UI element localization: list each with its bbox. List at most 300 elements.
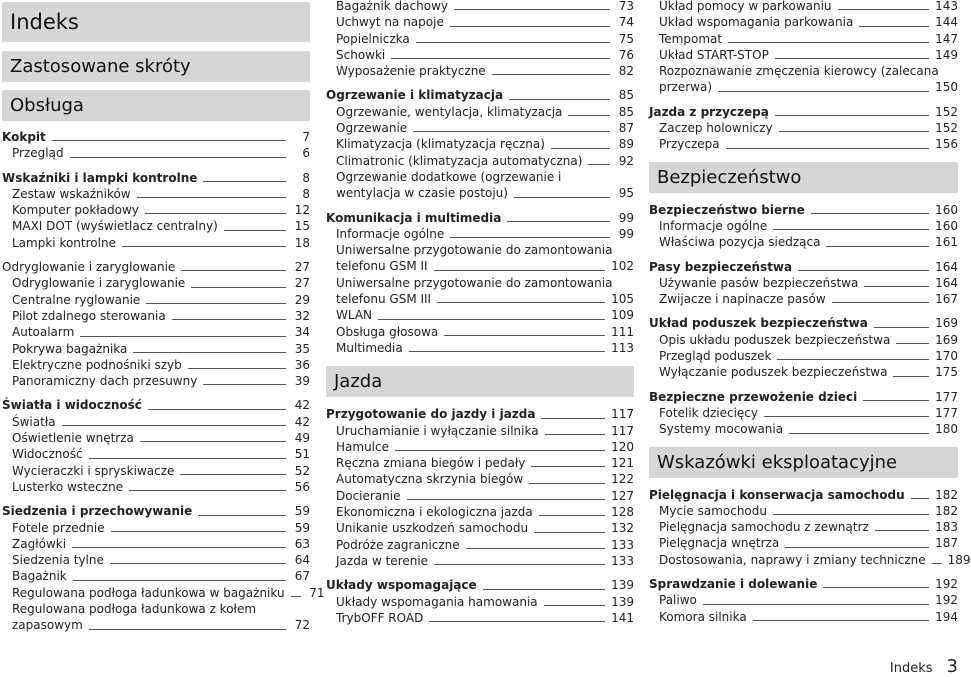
entry-title: Bagażnik dachowy — [336, 0, 448, 13]
index-entry[interactable] — [649, 291, 958, 307]
index-entry[interactable] — [326, 275, 634, 308]
index-group — [326, 87, 634, 201]
leader-line — [864, 286, 929, 287]
entry-title: Pilot zdalnego sterowania — [12, 308, 166, 323]
entry-page: 102 — [611, 259, 634, 274]
group-page: 169 — [935, 316, 958, 331]
index-group — [2, 503, 325, 633]
entry-title: Obsługa głosowa — [336, 324, 439, 339]
leader-line — [534, 532, 605, 533]
entry-page: 192 — [935, 593, 958, 608]
entry-title: Mycie samochodu — [659, 503, 767, 518]
entry-line-2 — [659, 79, 958, 95]
entry-title: Właściwa pozycja siedząca — [659, 235, 821, 250]
group-title-text: Pielęgnacja i konserwacja samochodu — [649, 487, 905, 502]
index-entry[interactable] — [2, 414, 310, 430]
leader-line — [203, 181, 286, 182]
index-entry[interactable] — [326, 153, 634, 169]
leader-line — [416, 42, 610, 43]
entry-page: 143 — [935, 0, 958, 13]
entry-title: Zagłówki — [12, 536, 67, 551]
entry-page: 127 — [611, 488, 634, 503]
entry-page: 109 — [611, 308, 634, 323]
index-entry[interactable] — [326, 0, 634, 14]
index-entry[interactable] — [326, 504, 634, 520]
leader-line — [863, 400, 929, 401]
entry-title: Informacje ogólne — [659, 218, 768, 233]
leader-line — [541, 418, 605, 419]
entry-page: 36 — [294, 357, 310, 372]
index-entry[interactable] — [649, 14, 958, 30]
leader-line — [191, 287, 286, 288]
index-entry[interactable] — [326, 439, 634, 455]
entry-page: 82 — [618, 64, 634, 79]
entry-page: 32 — [294, 308, 310, 323]
index-entry[interactable] — [326, 610, 634, 626]
leader-line — [52, 140, 286, 141]
index-entry[interactable] — [326, 31, 634, 47]
leader-line — [450, 26, 610, 27]
page-number: 3 — [946, 656, 958, 677]
leader-line — [551, 148, 610, 149]
entry-page: 139 — [611, 594, 634, 609]
entry-title: Lusterko wsteczne — [12, 479, 124, 494]
entry-title: Opis układu poduszek bezpieczeństwa — [659, 332, 891, 347]
entry-title: Klimatyzacja (klimatyzacja ręczna) — [336, 137, 545, 152]
entry-title: Regulowana podłoga ładunkowa w bagażniku — [12, 585, 285, 600]
entry-title: Ogrzewanie — [336, 121, 408, 136]
entry-page: 149 — [935, 47, 958, 62]
entry-page: 177 — [935, 405, 958, 420]
section-header: Obsługa — [2, 90, 310, 121]
entry-title: Hamulce — [336, 439, 389, 454]
leader-line — [789, 433, 929, 434]
index-entry[interactable] — [2, 373, 310, 389]
leader-line — [896, 343, 929, 344]
index-entry[interactable] — [326, 488, 634, 504]
index-entry[interactable] — [2, 218, 310, 234]
group-title[interactable] — [649, 202, 958, 218]
leader-line — [148, 409, 286, 410]
leader-line — [111, 531, 286, 532]
index-group — [2, 259, 310, 389]
entry-line-1 — [336, 242, 634, 258]
index-entry[interactable] — [326, 242, 634, 275]
entry-title: Lampki kontrolne — [12, 235, 116, 250]
index-entry[interactable] — [649, 63, 958, 96]
index-entry[interactable] — [2, 308, 310, 324]
entry-title: Oświetlenie wnętrza — [12, 431, 134, 446]
entry-page: 34 — [294, 325, 310, 340]
entry-title: WLAN — [336, 308, 373, 323]
entry-title: Przegląd — [12, 146, 64, 161]
entry-page: 122 — [611, 472, 634, 487]
entry-line-2 — [336, 291, 634, 307]
entry-title: Fotele przednie — [12, 520, 105, 535]
leader-line — [89, 629, 286, 630]
index-entry[interactable] — [326, 226, 634, 242]
entry-title: Układ pomocy w parkowaniu — [659, 0, 832, 13]
index-entry[interactable] — [649, 234, 958, 250]
entry-title: Elektryczne podnośniki szyb — [12, 357, 182, 372]
index-entry[interactable] — [2, 292, 310, 308]
entry-page: 85 — [618, 104, 634, 119]
leader-line — [777, 359, 929, 360]
index-entry[interactable] — [649, 0, 958, 14]
group-page: 8 — [302, 170, 310, 185]
group-page: 177 — [935, 389, 958, 404]
leader-line — [395, 450, 605, 451]
index-column-3 — [649, 0, 971, 625]
index-entry[interactable] — [649, 592, 958, 608]
entry-title: Systemy mocowania — [659, 422, 784, 437]
entry-page: 8 — [302, 186, 310, 201]
index-entry[interactable] — [2, 235, 310, 251]
entry-title: Popielniczka — [336, 31, 410, 46]
group-title[interactable] — [2, 170, 310, 186]
entry-title: TrybOFF ROAD — [336, 610, 424, 625]
index-group — [649, 487, 971, 568]
entry-title: Schowki — [336, 47, 386, 62]
entry-title: Uchwyt na napoje — [336, 15, 444, 30]
entry-title: Przegląd poduszek — [659, 349, 772, 364]
entry-title: Zestaw wskaźników — [12, 186, 131, 201]
index-entry[interactable] — [2, 341, 310, 357]
entry-page: 52 — [294, 463, 310, 478]
entry-page: 27 — [294, 276, 310, 291]
group-title-text: Jazda z przyczepą — [649, 104, 769, 119]
index-entry[interactable] — [649, 503, 958, 519]
group-title-text: Układy wspomagające — [326, 578, 477, 593]
footer-label: Indeks — [889, 661, 933, 676]
entry-title: MAXI DOT (wyświetlacz centralny) — [12, 219, 218, 234]
entry-page: 189 — [947, 552, 971, 567]
group-title[interactable] — [649, 315, 958, 331]
group-title[interactable] — [649, 576, 958, 592]
entry-title: Fotelik dziecięcy — [659, 405, 758, 420]
entry-title: Pokrywa bagażnika — [12, 341, 128, 356]
leader-line — [514, 197, 610, 198]
leader-line — [291, 596, 301, 597]
group-title[interactable] — [326, 210, 634, 226]
leader-line — [773, 514, 929, 515]
index-entry[interactable] — [326, 471, 634, 487]
group-title[interactable] — [2, 129, 310, 145]
entry-page: 6 — [302, 146, 310, 161]
index-group — [2, 129, 310, 162]
index-entry[interactable] — [326, 340, 634, 356]
index-entry[interactable] — [2, 520, 310, 536]
group-title-text: Przygotowanie do jazdy i jazda — [326, 407, 536, 422]
leader-line — [434, 564, 605, 565]
entry-page: 42 — [294, 414, 310, 429]
entry-page: 15 — [294, 219, 310, 234]
index-entry[interactable] — [2, 585, 325, 601]
leader-line — [391, 58, 610, 59]
leader-line — [203, 384, 286, 385]
entry-page: 180 — [935, 422, 958, 437]
entry-title: Docieranie — [336, 488, 401, 503]
entry-title-cont: wentylacja w czasie postoju) — [336, 186, 508, 201]
entry-title: Widoczność — [12, 447, 83, 462]
group-page: 160 — [935, 202, 958, 217]
group-title-text: Sprawdzanie i dolewanie — [649, 577, 818, 592]
index-entry[interactable] — [2, 145, 310, 161]
group-title[interactable] — [649, 487, 958, 503]
section-header: Zastosowane skróty — [2, 51, 310, 82]
leader-line — [110, 563, 286, 564]
leader-line — [798, 270, 929, 271]
group-page: 192 — [935, 577, 958, 592]
entry-page: 73 — [618, 0, 634, 13]
leader-line — [70, 157, 286, 158]
leader-line — [429, 621, 605, 622]
leader-line — [89, 458, 286, 459]
leader-line — [413, 131, 610, 132]
group-title[interactable] — [326, 87, 634, 103]
entry-title: Wyłączanie poduszek bezpieczeństwa — [659, 365, 888, 380]
entry-page: 92 — [618, 153, 634, 168]
index-entry[interactable] — [649, 405, 958, 421]
entry-page: 89 — [618, 137, 634, 152]
group-title-text: Bezpieczne przewożenie dzieci — [649, 389, 858, 404]
index-entry[interactable] — [649, 348, 958, 364]
group-page: 59 — [294, 504, 310, 519]
index-entry[interactable] — [326, 553, 634, 569]
entry-page: 182 — [935, 503, 958, 518]
index-entry[interactable] — [649, 609, 958, 625]
index-entry[interactable] — [326, 169, 634, 202]
index-entry[interactable] — [2, 357, 310, 373]
entry-page: 64 — [294, 553, 310, 568]
index-group — [649, 202, 958, 251]
index-entry[interactable] — [2, 479, 310, 495]
entry-page: 59 — [294, 520, 310, 535]
index-group — [649, 0, 958, 96]
index-entry[interactable] — [2, 536, 310, 552]
leader-line — [483, 589, 605, 590]
leader-line — [779, 131, 929, 132]
entry-page: 160 — [935, 218, 958, 233]
index-entry[interactable] — [649, 120, 958, 136]
entry-page: 167 — [935, 292, 958, 307]
index-entry[interactable] — [2, 446, 310, 462]
index-entry[interactable] — [2, 568, 310, 584]
leader-line — [133, 352, 286, 353]
group-title-text: Wskaźniki i lampki kontrolne — [2, 170, 198, 185]
entry-title: Ekonomiczna i ekologiczna jazda — [336, 505, 533, 520]
index-entry[interactable] — [2, 601, 310, 634]
leader-line — [145, 213, 286, 214]
index-entry[interactable] — [2, 275, 310, 291]
index-entry[interactable] — [326, 520, 634, 536]
entry-page: 74 — [618, 15, 634, 30]
entry-line-2 — [336, 258, 634, 274]
group-title[interactable] — [649, 389, 958, 405]
entry-page: 120 — [611, 439, 634, 454]
entry-page: 150 — [935, 80, 958, 95]
index-entry[interactable] — [326, 307, 634, 323]
leader-line — [509, 99, 610, 100]
entry-title: Wyposażenie praktyczne — [336, 64, 486, 79]
index-entry[interactable] — [649, 519, 958, 535]
entry-page: 63 — [294, 536, 310, 551]
leader-line — [823, 587, 929, 588]
entry-title: Dostosowania, naprawy i zmiany techniczne — [659, 552, 926, 567]
entry-page: 170 — [935, 349, 958, 364]
index-entry[interactable] — [649, 364, 958, 380]
index-group — [649, 259, 958, 308]
entry-page: 144 — [935, 15, 958, 30]
leader-line — [893, 376, 929, 377]
index-column-1 — [2, 0, 325, 634]
entry-title: Climatronic (klimatyzacja automatyczna) — [336, 153, 583, 168]
index-entry[interactable] — [649, 332, 958, 348]
index-entry[interactable] — [649, 218, 958, 234]
index-group — [326, 0, 634, 79]
entry-title: Panoramiczny dach przesuwny — [12, 374, 198, 389]
index-entry[interactable] — [326, 537, 634, 553]
entry-page: 133 — [611, 553, 634, 568]
index-entry[interactable] — [326, 120, 634, 136]
entry-page: 175 — [935, 365, 958, 380]
entry-title: Uniwersalne przygotowanie do zamontowania — [336, 275, 613, 290]
entry-page: 152 — [935, 121, 958, 136]
entry-title: Unikanie uszkodzeń samochodu — [336, 521, 529, 536]
leader-line — [188, 368, 286, 369]
leader-line — [753, 620, 929, 621]
index-entry[interactable] — [649, 535, 958, 551]
entry-title: Wycieraczki i spryskiwacze — [12, 463, 175, 478]
index-entry[interactable] — [649, 552, 971, 568]
index-entry[interactable] — [2, 430, 310, 446]
index-entry[interactable] — [326, 47, 634, 63]
entry-page: 164 — [935, 275, 958, 290]
leader-line — [146, 303, 286, 304]
leader-line — [811, 213, 929, 214]
entry-page: 194 — [935, 609, 958, 624]
index-entry[interactable] — [2, 186, 310, 202]
leader-line — [198, 515, 286, 516]
leader-line — [875, 530, 929, 531]
leader-line — [545, 434, 606, 435]
group-page: 42 — [294, 398, 310, 413]
leader-line — [539, 515, 605, 516]
entry-page: 99 — [618, 226, 634, 241]
index-entry[interactable] — [649, 136, 958, 152]
entry-title: Autoalarm — [12, 325, 75, 340]
index-entry[interactable] — [2, 463, 310, 479]
leader-line — [62, 425, 286, 426]
leader-line — [775, 58, 929, 59]
leader-line — [773, 229, 929, 230]
entry-title: Światła — [12, 414, 56, 429]
index-entry[interactable] — [2, 552, 310, 568]
entry-title: Paliwo — [659, 593, 697, 608]
entry-title: Komora silnika — [659, 609, 747, 624]
index-entry[interactable] — [326, 324, 634, 340]
index-entry[interactable] — [649, 421, 958, 437]
group-title[interactable] — [326, 577, 634, 593]
group-page: 182 — [935, 487, 958, 502]
leader-line — [588, 164, 610, 165]
index-entry[interactable] — [326, 63, 634, 79]
group-title[interactable] — [2, 503, 310, 519]
leader-line — [80, 336, 286, 337]
entry-title: Bagażnik — [12, 569, 67, 584]
entry-title: Uniwersalne przygotowanie do zamontowania — [336, 243, 613, 258]
group-title-text: Siedzenia i przechowywanie — [2, 504, 193, 519]
leader-line — [568, 115, 610, 116]
entry-line-1 — [659, 63, 958, 79]
leader-line — [172, 319, 286, 320]
index-entry[interactable] — [326, 455, 634, 471]
entry-title: Uruchamianie i wyłączanie silnika — [336, 423, 539, 438]
group-title-text: Odryglowanie i zaryglowanie — [2, 260, 176, 275]
leader-line — [775, 115, 929, 116]
index-entry[interactable] — [326, 14, 634, 30]
leader-line — [129, 490, 286, 491]
index-group — [2, 397, 310, 495]
group-title-text: Światła i widoczność — [2, 398, 142, 413]
entry-title: Tempomat — [659, 31, 723, 46]
index-entry[interactable] — [326, 423, 634, 439]
entry-title: Używanie pasów bezpieczeństwa — [659, 275, 859, 290]
entry-title: Przyczepa — [659, 137, 720, 152]
entry-title: Informacje ogólne — [336, 226, 445, 241]
entry-page: 51 — [294, 447, 310, 462]
group-title[interactable] — [326, 406, 634, 422]
group-title[interactable] — [2, 397, 310, 413]
leader-line — [407, 499, 606, 500]
index-entry[interactable] — [649, 47, 958, 63]
leader-line — [932, 563, 942, 564]
leader-line — [529, 483, 605, 484]
entry-title: Ogrzewanie, wentylacja, klimatyzacja — [336, 104, 563, 119]
entry-title-cont: zapasowym — [12, 618, 83, 633]
group-title[interactable] — [2, 259, 310, 275]
index-entry[interactable] — [2, 202, 310, 218]
entry-title: Regulowana podłoga ładunkowa z kołem — [12, 602, 257, 617]
index-entry[interactable] — [326, 136, 634, 152]
index-entry[interactable] — [649, 275, 958, 291]
entry-title: Podróże zagraniczne — [336, 537, 460, 552]
entry-line-2 — [336, 185, 634, 201]
entry-title: Układ wspomagania parkowania — [659, 15, 854, 30]
entry-title-cont: telefonu GSM III — [336, 292, 432, 307]
leader-line — [859, 26, 929, 27]
entry-page: 187 — [935, 536, 958, 551]
group-title[interactable] — [649, 259, 958, 275]
page-footer — [890, 656, 958, 677]
leader-line — [531, 466, 605, 467]
entry-page: 12 — [294, 203, 310, 218]
index-entry[interactable] — [2, 324, 310, 340]
entry-page: 35 — [294, 341, 310, 356]
entry-title: Ręczna zmiana biegów i pedały — [336, 456, 526, 471]
entry-title: Centralne ryglowanie — [12, 292, 141, 307]
index-entry[interactable] — [326, 594, 634, 610]
index-entry[interactable] — [649, 31, 958, 47]
index-entry[interactable] — [326, 104, 634, 120]
entry-page: 147 — [935, 31, 958, 46]
entry-title: Odryglowanie i zaryglowanie — [12, 276, 186, 291]
leader-line — [507, 221, 610, 222]
group-title[interactable] — [649, 104, 958, 120]
leader-line — [826, 246, 929, 247]
index-group — [326, 577, 634, 626]
group-page: 7 — [302, 130, 310, 144]
